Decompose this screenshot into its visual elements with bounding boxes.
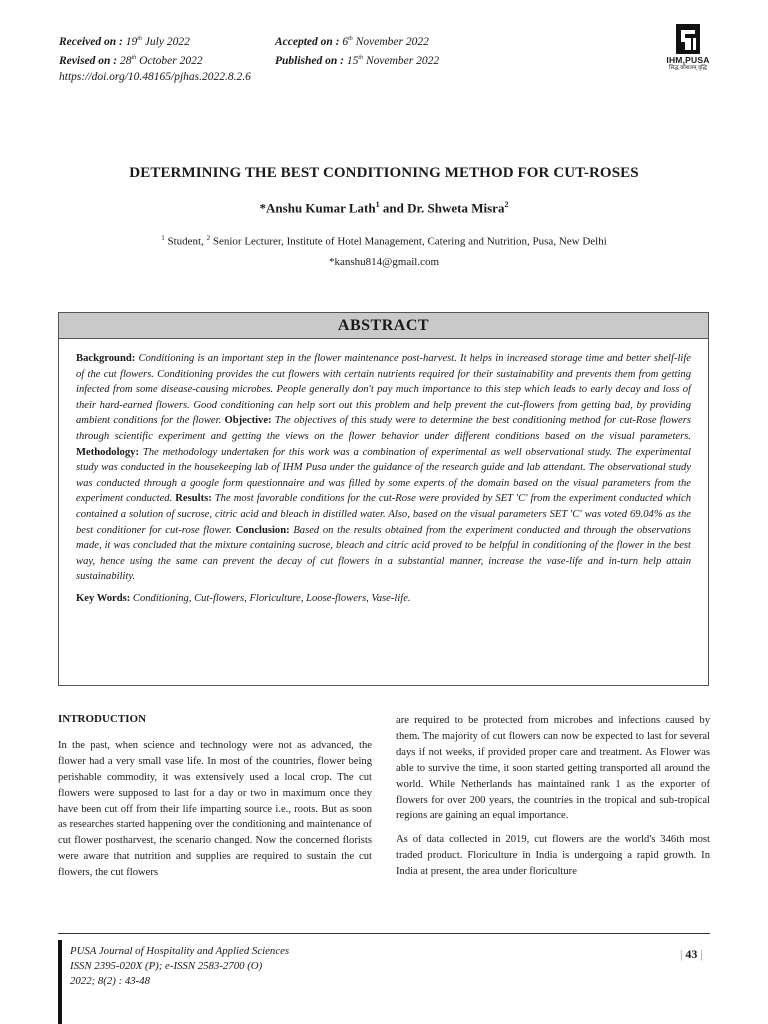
- institute-emblem-icon: [674, 22, 702, 56]
- published-date: Published on : 15th November 2022: [275, 54, 440, 67]
- dates-right: [275, 31, 439, 69]
- keywords: Key Words: Conditioning, Cut-flowers, Floriculture, Loose-flowers, Vase-life.: [76, 592, 411, 604]
- abstract-paragraph: Background: Conditioning is an important step in the flower maintenance post-harvest. It helps in increased storage time and better shelf-life of the cut flowers. Conditioning provides the cut flowers with certain nutrients required for their sustainability and prevents them from getting infected from some disease-causing microbes. People generally don't pay much importance to this step which leads to early decay and loss of their hard-earned flowers. Good conditioning can help sort out this problem and help prevent the cut-flowers from getting bad, by providing ambient conditions for the flower. Objective: The objectives of this study were to determine the best conditioning method for cut-Rose flowers through scientific experiment and getting the views on the flower behavior under different conditions based on the visual parameters. Methodology: The methodology undertaken for this work was a combination of experimental as well observational study. The experimental study was conducted in the housekeeping lab of IHM Pusa under the guidance of the research guide and lab attendant. The observational study was conducted through a google form questionnaire and was filled by some experts of the domain based on the visual parameters from the experiment conducted. Results: The most favorable conditions for the cut-Rose were provided by SET 'C' from the experiment conducted which contained a solution of sucrose, citric acid and bleach in distilled water. Also, based on the visual parameters SET 'C' was voted 69.04% as the best conditioner for cut-rose flower. Conclusion: Based on the results obtained from the experiment conducted and through the observations made, it was concluded that the mixture containing sucrose, bleach and citric acid proved to be helpful in conditioning of the flower in the best way, hence using the same can prevent the decay of cut flowers in a substantial manner, increase the vase-life and in-turn help attain sustainability.: [76, 353, 691, 583]
- affiliation: $^1$ Student, $^2$ Senior Lecturer, Institute of Hotel Management, Catering and Nutrition, Pusa, New Delhi: [161, 234, 607, 248]
- journal-name: PUSA Journal of Hospitality and Applied Sciences: [70, 945, 290, 957]
- doi-link[interactable]: https://doi.org/10.48165/pjhas.2022.8.2.6: [59, 70, 251, 83]
- revised-date: Revised on : 28th October 2022: [59, 54, 203, 67]
- authors: *Anshu Kumar Lath$^1$ and Dr. Shweta Misra$^2$: [259, 200, 509, 216]
- abstract-heading: ABSTRACT: [59, 313, 708, 339]
- article-title: DETERMINING THE BEST CONDITIONING METHOD FOR CUT-ROSES: [129, 165, 639, 181]
- intro-paragraph-2: are required to be protected from microbes and infections caused by them. The majority of cut flowers can now be expected to last for several days if not weeks, if provided proper care and treatment. As Flower was able to survive the time, it soon started getting transported all around the world. While Netherlands has maintained rank 1 as the exporter of flowers for over 200 years, the countries in the tropical and sub-tropical regions are gaining an equal importance.: [396, 715, 710, 822]
- intro-paragraph-3: As of data collected in 2019, cut flowers are the world's 346th most traded product. Floriculture in India is undergoing a rapid growth. In India at present, the area under floriculture: [396, 834, 710, 878]
- abstract-text: [59, 339, 708, 607]
- ihm-pusa-logo: [663, 22, 713, 72]
- accepted-date: Accepted on : 6th November 2022: [275, 35, 429, 48]
- footer-accent-bar: [58, 940, 62, 1024]
- journal-footer: [70, 944, 289, 989]
- page-number: | 43 |: [680, 947, 703, 961]
- dates-left: [59, 31, 251, 85]
- received-date: Received on : 19th July 2022: [59, 35, 190, 48]
- corresponding-email[interactable]: *kanshu814@gmail.com: [328, 256, 440, 268]
- journal-issn: ISSN 2395-020X (P); e-ISSN 2583-2700 (O): [70, 960, 263, 972]
- abstract-box: [58, 312, 709, 686]
- logo-subtext: सिद्ध कौशलम् वृद्धि: [669, 65, 707, 71]
- footer-rule: [58, 933, 710, 934]
- logo-text: IHM,PUSA: [666, 55, 710, 65]
- introduction-heading: INTRODUCTION: [58, 713, 147, 725]
- right-column: [396, 713, 710, 880]
- intro-paragraph-1: In the past, when science and technology were not as advanced, the flower had a very small vase life. In most of the countries, flower being perishable commodity, it was extensively used a local crop. The cut flowers were supposed to last for a day or two in maximum once they have been cut off from their life imparting source i.e., roots. But as soon as researches started happening over the conditioning and maintenance of cut flower postharvest, the scenario changed. Now the concerned florists were aware that nutrition and supplies are required to sustain the cut flowers, the cut flowers: [58, 739, 372, 879]
- left-column: [58, 712, 372, 881]
- journal-volume: 2022; 8(2) : 43-48: [70, 975, 151, 987]
